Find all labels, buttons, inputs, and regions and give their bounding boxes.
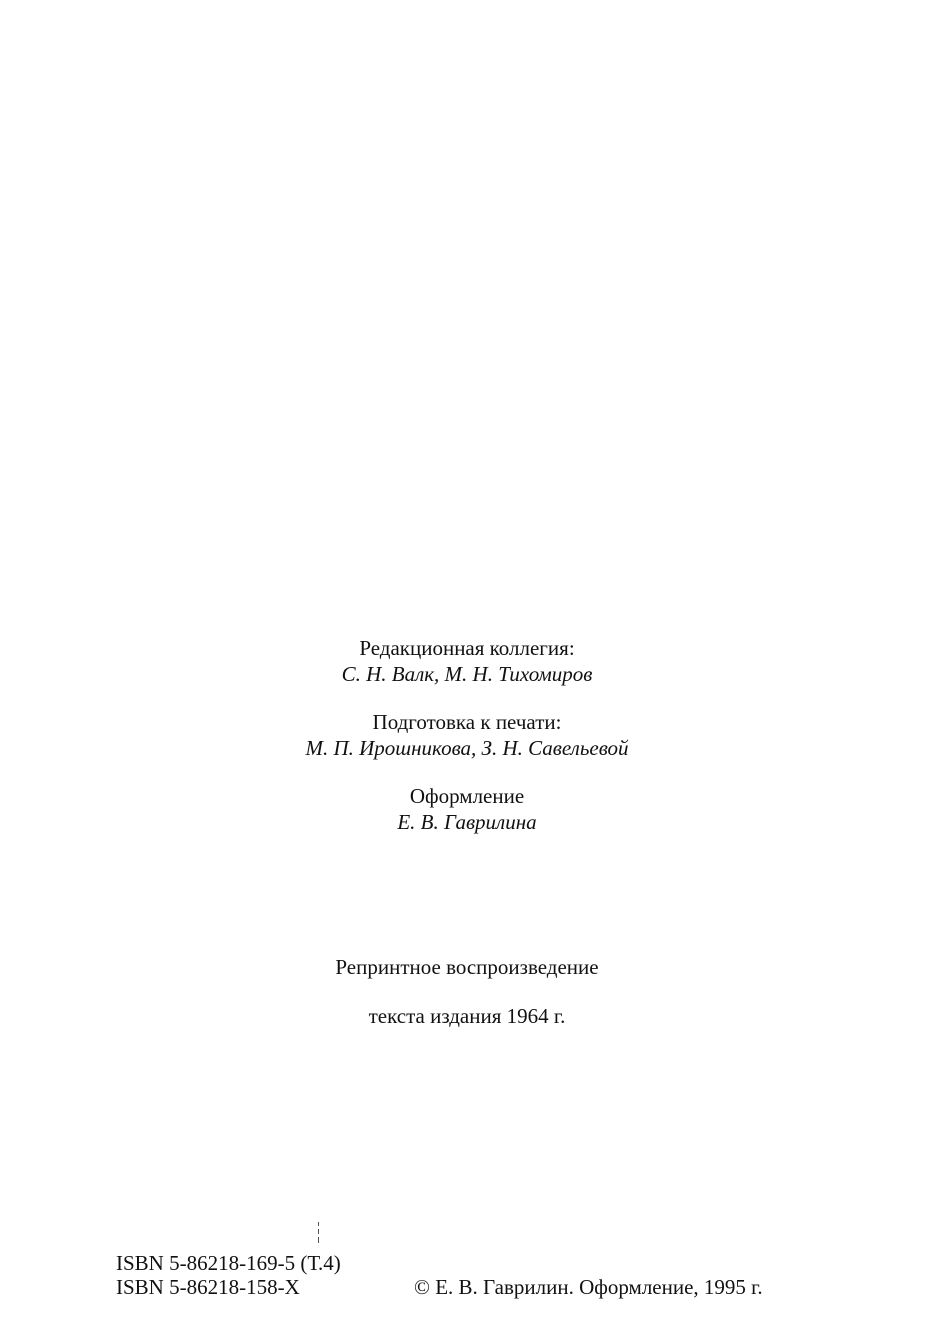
editorial-board-section — [0, 635, 934, 687]
isbn-line-1: ISBN 5-86218-169-5 (Т.4) — [116, 1251, 341, 1275]
scan-artifact-mark — [317, 1222, 320, 1244]
preparation-names: М. П. Ирошникова, З. Н. Савельевой — [305, 736, 629, 760]
reprint-note-line-1: Репринтное воспроизведение — [335, 955, 599, 979]
editorial-board-names: С. Н. Валк, М. Н. Тихомиров — [341, 662, 593, 686]
design-names: Е. В. Гаврилина — [397, 810, 537, 834]
preparation-heading: Подготовка к печати: — [372, 710, 562, 734]
isbn-line-2: ISBN 5-86218-158-X — [116, 1275, 300, 1299]
editorial-board-heading: Редакционная коллегия: — [359, 636, 575, 660]
preparation-section — [0, 709, 934, 761]
reprint-note-line-2: текста издания 1964 г. — [368, 1004, 566, 1028]
copyright-notice: © Е. В. Гаврилин. Оформление, 1995 г. — [414, 1275, 763, 1299]
design-section — [0, 783, 934, 835]
design-heading: Оформление — [409, 784, 525, 808]
